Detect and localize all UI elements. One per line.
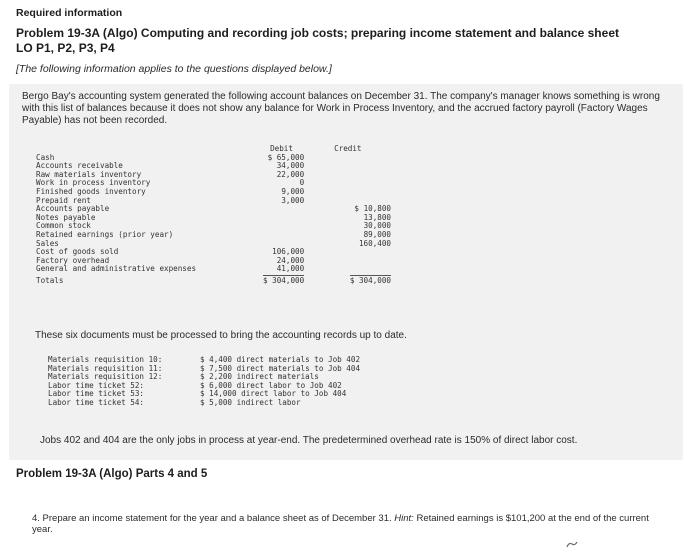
credit-header: Credit	[334, 144, 362, 153]
credit-cell	[304, 188, 391, 197]
table-row	[36, 265, 391, 274]
account-balances-table	[36, 145, 391, 286]
account-cell: Sales	[36, 238, 59, 248]
credit-cell: 160,400	[358, 238, 391, 248]
document-label: Materials requisition 11:	[48, 363, 163, 373]
account-cell: Finished goods inventory	[36, 186, 146, 196]
debit-cell: $ 65,000	[267, 152, 305, 162]
problem-title: Problem 19-3A (Algo) Computing and recording job costs; preparing income statement and balance sheet LO P1, P2, P3, P4	[16, 26, 619, 55]
intro-paragraph: Bergo Bay's accounting system generated the following account balances on December 31. The company's manager knows something is wrong with this list of balances because it does not show any balance for Work in Process Inventory, and the accrued factory payroll (Factory Wages Payable) has not been recorded.	[22, 91, 660, 126]
document-label: Labor time ticket 52:	[48, 380, 145, 390]
parts-title: Problem 19-3A (Algo) Parts 4 and 5	[16, 468, 208, 480]
debit-cell: 34,000	[276, 161, 305, 171]
table-row	[36, 231, 391, 240]
required-information-label: Required information	[16, 7, 123, 19]
hint-label: Hint:	[394, 513, 414, 524]
document-row	[48, 399, 360, 408]
totals-debit: $ 304,000	[263, 275, 305, 285]
credit-cell	[304, 171, 391, 180]
table-header	[36, 145, 391, 154]
applies-note: [The following information applies to the questions displayed below.]	[16, 63, 332, 75]
six-documents-text: These six documents must be processed to bring the accounting records up to date.	[35, 330, 407, 341]
credit-cell	[304, 179, 391, 188]
debit-cell: 106,000	[272, 247, 305, 257]
account-cell: Cash	[36, 152, 55, 162]
debit-cell: 0	[299, 178, 305, 188]
debit-cell	[219, 231, 304, 240]
debit-cell	[219, 222, 304, 231]
credit-cell: 30,000	[363, 221, 391, 231]
debit-cell: 9,000	[281, 186, 305, 196]
account-cell: Prepaid rent	[36, 195, 91, 205]
document-desc: $ 14,000 direct labor to Job 404	[200, 389, 347, 399]
credit-cell: $ 10,800	[354, 204, 391, 214]
document-desc: $ 4,400 direct materials to Job 402	[200, 355, 361, 364]
account-cell: Retained earnings (prior year)	[36, 229, 174, 239]
debit-cell: 24,000	[276, 255, 305, 265]
account-cell: Raw materials inventory	[36, 169, 142, 179]
document-desc: $ 7,500 direct materials to Job 404	[200, 363, 361, 373]
credit-cell: 89,000	[363, 229, 391, 239]
document-desc: $ 5,000 indirect labor	[200, 397, 301, 407]
credit-cell	[304, 257, 391, 266]
text-cursor-icon	[566, 541, 578, 548]
hint-text: Retained earnings is $101,200 at the end of the current year.	[32, 513, 649, 535]
debit-header: Debit	[270, 144, 293, 153]
account-cell: Accounts receivable	[36, 161, 123, 171]
totals-row	[36, 277, 391, 286]
credit-cell	[304, 248, 391, 257]
document-desc: $ 2,200 indirect materials	[200, 372, 319, 382]
debit-cell	[219, 214, 304, 223]
account-cell: General and administrative expenses	[36, 264, 197, 274]
account-cell: Accounts payable	[36, 204, 110, 214]
document-label: Materials requisition 12:	[48, 372, 163, 382]
account-cell: Factory overhead	[36, 255, 110, 265]
credit-cell: 13,800	[363, 212, 391, 222]
credit-cell	[304, 162, 391, 171]
account-cell: Cost of goods sold	[36, 247, 119, 257]
document-label: Materials requisition 10:	[48, 355, 163, 364]
totals-credit: $ 304,000	[349, 275, 391, 285]
question-4	[32, 513, 672, 535]
account-cell: Notes payable	[36, 212, 96, 222]
credit-cell	[304, 154, 391, 163]
debit-cell: 41,000	[276, 264, 305, 274]
document-label: Labor time ticket 53:	[48, 389, 145, 399]
documents-list	[48, 356, 360, 408]
account-cell: Common stock	[36, 221, 91, 231]
debit-cell: 22,000	[276, 169, 305, 179]
totals-label: Totals	[36, 275, 64, 285]
account-cell: Work in process inventory	[36, 178, 151, 188]
document-label: Labor time ticket 54:	[48, 397, 145, 407]
document-desc: $ 6,000 direct labor to Job 402	[200, 380, 342, 390]
jobs-text: Jobs 402 and 404 are the only jobs in process at year-end. The predetermined overhead rate is 150% of direct labor cost.	[40, 435, 578, 446]
credit-cell	[304, 265, 391, 274]
question-4-text: 4. Prepare an income statement for the year and a balance sheet as of December 31.	[32, 513, 392, 524]
debit-cell: 3,000	[281, 195, 305, 205]
debit-cell	[219, 205, 304, 214]
